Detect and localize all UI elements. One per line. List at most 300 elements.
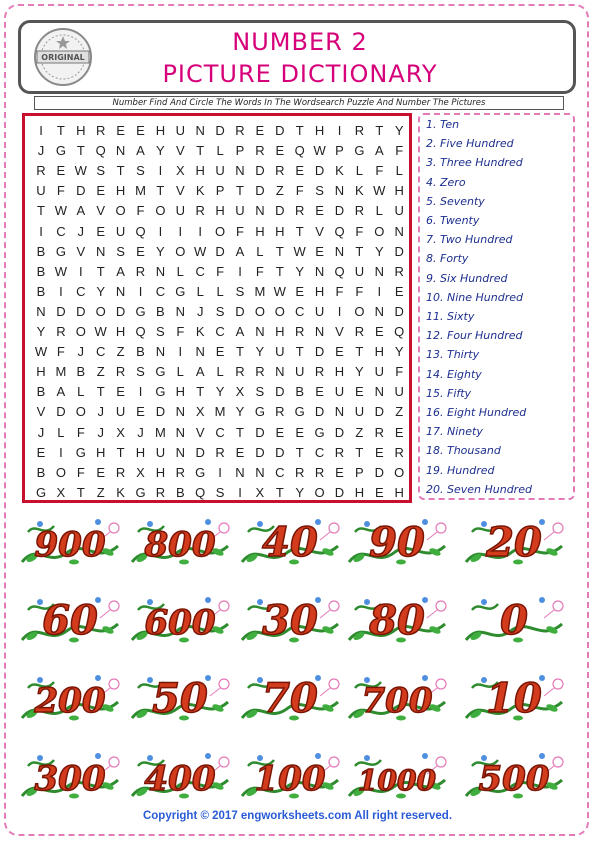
grid-letter[interactable]: L [176, 364, 184, 380]
grid-letter[interactable]: I [138, 283, 143, 299]
grid-letter[interactable]: U [354, 404, 365, 420]
grid-letter[interactable]: C [56, 223, 66, 239]
grid-letter[interactable]: G [314, 424, 325, 440]
grid-letter[interactable]: N [255, 203, 265, 219]
grid-letter[interactable]: O [394, 464, 405, 480]
grid-letter[interactable]: G [135, 484, 146, 500]
grid-letter[interactable]: O [215, 223, 226, 239]
grid-letter[interactable]: O [95, 303, 106, 319]
grid-letter[interactable]: E [295, 283, 305, 299]
grid-letter[interactable]: I [158, 223, 163, 239]
grid-letter[interactable]: W [94, 324, 107, 339]
grid-letter[interactable]: R [334, 444, 345, 460]
grid-letter[interactable]: R [195, 203, 205, 219]
grid-letter[interactable]: N [394, 223, 404, 239]
grid-letter[interactable]: H [314, 283, 325, 299]
grid-letter[interactable]: R [235, 123, 245, 138]
grid-letter[interactable]: H [36, 364, 46, 380]
grid-letter[interactable]: J [137, 424, 144, 440]
grid-letter[interactable]: G [175, 283, 186, 299]
grid-letter[interactable]: S [136, 364, 145, 380]
grid-letter[interactable]: J [37, 424, 45, 440]
grid-letter[interactable]: O [115, 203, 126, 219]
grid-letter[interactable]: Y [394, 344, 404, 360]
grid-letter[interactable]: S [215, 303, 225, 319]
grid-letter[interactable]: I [238, 263, 242, 279]
grid-letter[interactable]: H [95, 444, 106, 460]
grid-letter[interactable]: N [175, 424, 185, 440]
grid-letter[interactable]: Q [334, 263, 345, 279]
grid-letter[interactable]: F [255, 263, 264, 279]
grid-letter[interactable]: L [196, 283, 204, 299]
grid-letter[interactable]: R [354, 123, 365, 138]
grid-letter[interactable]: J [97, 404, 104, 420]
grid-letter[interactable]: N [314, 263, 325, 279]
grid-letter[interactable]: W [74, 163, 87, 179]
grid-letter[interactable]: L [256, 243, 264, 259]
grid-letter[interactable]: E [96, 464, 106, 480]
grid-letter[interactable]: Y [374, 243, 384, 259]
grid-letter[interactable]: A [195, 364, 205, 380]
grid-letter[interactable]: D [394, 243, 404, 259]
grid-letter[interactable]: D [215, 123, 225, 138]
grid-letter[interactable]: U [275, 344, 285, 360]
grid-letter[interactable]: X [136, 464, 145, 480]
grid-letter[interactable]: N [155, 344, 166, 360]
grid-letter[interactable]: E [215, 344, 225, 360]
grid-letter[interactable]: O [155, 203, 166, 219]
grid-letter[interactable]: K [355, 183, 364, 199]
grid-letter[interactable]: A [136, 143, 145, 159]
grid-letter[interactable]: R [354, 324, 365, 339]
grid-letter[interactable]: A [76, 203, 86, 219]
grid-letter[interactable]: R [135, 263, 146, 279]
grid-letter[interactable]: D [275, 444, 285, 460]
grid-letter[interactable]: S [235, 283, 245, 299]
grid-letter[interactable]: N [195, 344, 205, 360]
grid-letter[interactable]: E [315, 203, 324, 219]
grid-letter[interactable]: T [236, 344, 244, 360]
grid-letter[interactable]: G [75, 444, 86, 460]
grid-letter[interactable]: M [154, 424, 166, 440]
grid-letter[interactable]: R [115, 364, 126, 380]
grid-letter[interactable]: B [156, 303, 165, 319]
grid-letter[interactable]: N [255, 324, 265, 339]
grid-letter[interactable]: A [56, 384, 66, 400]
grid-letter[interactable]: A [235, 243, 245, 259]
grid-letter[interactable]: F [236, 223, 244, 239]
grid-letter[interactable]: Q [334, 223, 345, 239]
grid-letter[interactable]: S [116, 243, 125, 259]
grid-letter[interactable]: P [355, 464, 364, 480]
grid-letter[interactable]: X [195, 404, 205, 420]
grid-letter[interactable]: X [235, 384, 245, 400]
grid-letter[interactable]: R [255, 364, 265, 380]
grid-letter[interactable]: F [56, 344, 65, 360]
grid-letter[interactable]: Y [394, 123, 404, 138]
grid-letter[interactable]: G [55, 143, 66, 159]
grid-letter[interactable]: G [155, 384, 166, 400]
grid-letter[interactable]: T [196, 143, 205, 159]
grid-letter[interactable]: T [156, 183, 165, 199]
grid-letter[interactable]: N [374, 384, 384, 400]
grid-letter[interactable]: U [115, 223, 126, 239]
grid-letter[interactable]: N [155, 263, 166, 279]
grid-letter[interactable]: J [97, 424, 104, 440]
grid-letter[interactable]: B [36, 263, 46, 279]
grid-letter[interactable]: O [175, 243, 186, 259]
grid-letter[interactable]: F [355, 283, 364, 299]
grid-letter[interactable]: C [314, 444, 325, 460]
grid-letter[interactable]: G [354, 143, 365, 159]
grid-letter[interactable]: E [235, 444, 245, 460]
grid-letter[interactable]: I [59, 444, 63, 460]
grid-letter[interactable]: H [255, 223, 265, 239]
grid-letter[interactable]: C [95, 344, 106, 360]
grid-letter[interactable]: G [195, 464, 206, 480]
grid-letter[interactable]: N [334, 243, 345, 259]
grid-letter[interactable]: Q [135, 324, 146, 339]
grid-letter[interactable]: H [76, 123, 86, 138]
grid-letter[interactable]: R [314, 464, 325, 480]
grid-letter[interactable]: C [215, 424, 225, 440]
grid-letter[interactable]: E [335, 464, 344, 480]
grid-letter[interactable]: E [136, 404, 145, 420]
grid-letter[interactable]: N [175, 303, 185, 319]
grid-letter[interactable]: I [39, 123, 43, 138]
grid-letter[interactable]: H [215, 203, 225, 219]
grid-letter[interactable]: W [34, 344, 48, 360]
grid-letter[interactable]: D [255, 183, 265, 199]
grid-letter[interactable]: N [374, 303, 384, 319]
grid-letter[interactable]: R [235, 364, 245, 380]
grid-letter[interactable]: W [54, 263, 68, 279]
grid-letter[interactable]: R [56, 324, 66, 339]
grid-letter[interactable]: E [295, 424, 305, 440]
grid-letter[interactable]: U [155, 444, 166, 460]
grid-letter[interactable]: K [195, 183, 205, 199]
grid-letter[interactable]: V [195, 424, 205, 440]
grid-letter[interactable]: U [235, 203, 245, 219]
grid-letter[interactable]: Y [295, 263, 305, 279]
grid-letter[interactable]: H [394, 183, 404, 199]
grid-letter[interactable]: F [176, 324, 185, 339]
grid-letter[interactable]: W [273, 283, 286, 299]
grid-letter[interactable]: R [275, 404, 285, 420]
grid-letter[interactable]: E [374, 444, 384, 460]
grid-letter[interactable]: M [214, 404, 226, 420]
grid-letter[interactable]: N [275, 364, 285, 380]
grid-letter[interactable]: W [313, 143, 326, 159]
grid-letter[interactable]: N [195, 123, 205, 138]
grid-letter[interactable]: L [57, 424, 65, 440]
grid-letter[interactable]: O [354, 303, 365, 319]
grid-letter[interactable]: L [375, 203, 383, 219]
grid-letter[interactable]: P [215, 183, 225, 199]
grid-letter[interactable]: V [36, 404, 46, 420]
grid-letter[interactable]: E [394, 283, 404, 299]
grid-letter[interactable]: O [254, 303, 265, 319]
grid-letter[interactable]: G [155, 364, 166, 380]
grid-letter[interactable]: D [334, 203, 345, 219]
grid-letter[interactable]: N [334, 404, 345, 420]
grid-letter[interactable]: E [96, 183, 106, 199]
grid-letter[interactable]: E [335, 344, 344, 360]
grid-letter[interactable]: U [394, 384, 404, 400]
grid-letter[interactable]: O [314, 484, 325, 500]
grid-letter[interactable]: Y [295, 484, 305, 500]
grid-letter[interactable]: Y [255, 344, 265, 360]
grid-letter[interactable]: T [196, 384, 205, 400]
grid-letter[interactable]: E [355, 384, 364, 400]
grid-letter[interactable]: H [374, 344, 384, 360]
grid-letter[interactable]: T [96, 384, 105, 400]
grid-letter[interactable]: D [76, 183, 86, 199]
grid-letter[interactable]: W [194, 243, 207, 259]
grid-letter[interactable]: O [374, 223, 385, 239]
grid-letter[interactable]: T [236, 183, 244, 199]
grid-letter[interactable]: R [394, 263, 404, 279]
grid-letter[interactable]: R [95, 123, 106, 138]
grid-letter[interactable]: I [238, 484, 242, 500]
grid-letter[interactable]: L [77, 384, 85, 400]
grid-letter[interactable]: D [56, 303, 66, 319]
grid-letter[interactable]: R [215, 444, 225, 460]
grid-letter[interactable]: E [374, 324, 384, 339]
grid-letter[interactable]: Y [156, 243, 165, 259]
grid-letter[interactable]: H [175, 384, 185, 400]
grid-letter[interactable]: H [334, 364, 345, 380]
grid-letter[interactable]: D [314, 163, 325, 179]
grid-letter[interactable]: F [395, 364, 404, 380]
grid-letter[interactable]: B [36, 243, 46, 259]
grid-letter[interactable]: E [315, 243, 324, 259]
grid-letter[interactable]: Q [195, 484, 206, 500]
grid-letter[interactable]: V [96, 203, 106, 219]
grid-letter[interactable]: J [196, 303, 204, 319]
grid-letter[interactable]: M [254, 283, 266, 299]
grid-letter[interactable]: T [355, 444, 364, 460]
grid-letter[interactable]: P [335, 143, 344, 159]
grid-letter[interactable]: I [377, 283, 382, 299]
grid-letter[interactable]: V [175, 143, 185, 159]
grid-letter[interactable]: G [135, 303, 146, 319]
grid-letter[interactable]: W [54, 203, 68, 219]
grid-letter[interactable]: O [55, 464, 66, 480]
grid-letter[interactable]: S [255, 384, 265, 400]
grid-letter[interactable]: T [295, 123, 304, 138]
grid-letter[interactable]: D [374, 404, 384, 420]
grid-letter[interactable]: Z [355, 424, 364, 440]
grid-letter[interactable]: R [294, 324, 305, 339]
grid-letter[interactable]: H [275, 223, 285, 239]
grid-letter[interactable]: F [335, 283, 344, 299]
grid-letter[interactable]: I [337, 123, 342, 138]
grid-letter[interactable]: U [175, 203, 185, 219]
grid-letter[interactable]: D [155, 404, 166, 420]
grid-letter[interactable]: R [354, 203, 365, 219]
grid-letter[interactable]: L [216, 283, 224, 299]
grid-letter[interactable]: R [394, 444, 404, 460]
grid-letter[interactable]: N [115, 143, 126, 159]
grid-letter[interactable]: N [235, 464, 245, 480]
grid-letter[interactable]: H [135, 444, 146, 460]
grid-letter[interactable]: J [77, 344, 85, 360]
grid-letter[interactable]: H [195, 163, 205, 179]
grid-letter[interactable]: U [215, 163, 225, 179]
grid-letter[interactable]: E [36, 444, 46, 460]
grid-letter[interactable]: Y [215, 384, 225, 400]
grid-letter[interactable]: H [394, 484, 404, 500]
grid-letter[interactable]: L [395, 163, 403, 179]
grid-letter[interactable]: E [96, 223, 106, 239]
grid-letter[interactable]: S [215, 484, 225, 500]
grid-letter[interactable]: A [374, 143, 384, 159]
grid-letter[interactable]: T [295, 344, 304, 360]
grid-letter[interactable]: N [175, 404, 185, 420]
grid-letter[interactable]: R [294, 464, 305, 480]
grid-letter[interactable]: R [314, 364, 325, 380]
grid-letter[interactable]: C [275, 464, 285, 480]
grid-letter[interactable]: C [195, 263, 205, 279]
grid-letter[interactable]: T [37, 203, 45, 219]
grid-letter[interactable]: G [254, 404, 265, 420]
grid-letter[interactable]: L [176, 263, 184, 279]
grid-letter[interactable]: H [155, 123, 166, 138]
grid-letter[interactable]: I [138, 384, 143, 400]
grid-letter[interactable]: A [116, 263, 125, 279]
grid-letter[interactable]: X [56, 484, 66, 500]
grid-letter[interactable]: G [55, 243, 66, 259]
grid-letter[interactable]: I [39, 223, 43, 239]
grid-letter[interactable]: N [95, 243, 106, 259]
grid-letter[interactable]: B [175, 484, 185, 500]
grid-letter[interactable]: J [37, 143, 45, 159]
grid-letter[interactable]: F [216, 263, 225, 279]
grid-letter[interactable]: R [36, 163, 46, 179]
grid-letter[interactable]: C [155, 283, 166, 299]
grid-letter[interactable]: E [275, 424, 285, 440]
grid-letter[interactable]: L [355, 163, 363, 179]
grid-letter[interactable]: W [373, 183, 386, 199]
grid-letter[interactable]: L [216, 364, 224, 380]
grid-letter[interactable]: Y [355, 364, 364, 380]
grid-letter[interactable]: R [175, 464, 185, 480]
grid-letter[interactable]: H [115, 324, 126, 339]
grid-letter[interactable]: T [375, 123, 384, 138]
grid-letter[interactable]: Q [95, 143, 106, 159]
grid-letter[interactable]: F [136, 203, 145, 219]
grid-letter[interactable]: T [56, 123, 65, 138]
grid-letter[interactable]: B [36, 283, 46, 299]
grid-letter[interactable]: D [314, 404, 325, 420]
grid-letter[interactable]: T [355, 243, 364, 259]
grid-letter[interactable]: N [235, 163, 245, 179]
grid-letter[interactable]: E [295, 163, 305, 179]
grid-letter[interactable]: H [314, 123, 325, 138]
grid-letter[interactable]: T [236, 424, 244, 440]
grid-letter[interactable]: F [76, 464, 85, 480]
grid-letter[interactable]: C [215, 324, 225, 339]
grid-letter[interactable]: U [115, 404, 126, 420]
grid-letter[interactable]: R [255, 143, 265, 159]
grid-letter[interactable]: I [178, 223, 183, 239]
grid-letter[interactable]: E [275, 143, 285, 159]
grid-letter[interactable]: I [178, 344, 183, 360]
grid-letter[interactable]: B [76, 364, 86, 380]
grid-letter[interactable]: S [315, 183, 324, 199]
grid-letter[interactable]: T [116, 163, 125, 179]
grid-letter[interactable]: U [36, 183, 46, 199]
grid-letter[interactable]: F [295, 183, 304, 199]
grid-letter[interactable]: T [295, 444, 304, 460]
grid-letter[interactable]: Y [235, 404, 245, 420]
grid-letter[interactable]: E [374, 484, 384, 500]
grid-letter[interactable]: D [275, 203, 285, 219]
grid-letter[interactable]: V [175, 183, 185, 199]
grid-letter[interactable]: B [36, 384, 46, 400]
grid-letter[interactable]: V [76, 243, 86, 259]
grid-letter[interactable]: D [314, 344, 325, 360]
grid-letter[interactable]: Z [116, 344, 125, 360]
grid-letter[interactable]: K [335, 163, 344, 179]
grid-letter[interactable]: E [116, 123, 125, 138]
grid-letter[interactable]: T [275, 243, 284, 259]
grid-letter[interactable]: T [96, 263, 105, 279]
grid-letter[interactable]: U [354, 263, 365, 279]
grid-letter[interactable]: Y [156, 143, 165, 159]
grid-letter[interactable]: D [394, 303, 404, 319]
grid-letter[interactable]: I [59, 283, 63, 299]
grid-letter[interactable]: E [394, 424, 404, 440]
grid-letter[interactable]: D [115, 303, 126, 319]
grid-letter[interactable]: K [195, 324, 205, 339]
grid-letter[interactable]: E [116, 384, 125, 400]
grid-letter[interactable]: C [76, 283, 86, 299]
grid-letter[interactable]: M [55, 364, 67, 380]
grid-letter[interactable]: S [136, 163, 145, 179]
grid-letter[interactable]: C [294, 303, 305, 319]
grid-letter[interactable]: T [116, 444, 125, 460]
grid-letter[interactable]: U [314, 303, 325, 319]
grid-letter[interactable]: D [235, 303, 245, 319]
grid-letter[interactable]: Q [394, 324, 405, 339]
grid-letter[interactable]: U [294, 364, 305, 380]
grid-letter[interactable]: O [274, 303, 285, 319]
grid-letter[interactable]: W [293, 243, 306, 259]
grid-letter[interactable]: X [116, 424, 125, 440]
grid-letter[interactable]: D [56, 404, 66, 420]
grid-letter[interactable]: R [155, 484, 166, 500]
grid-letter[interactable]: Y [36, 324, 46, 339]
grid-letter[interactable]: D [255, 444, 265, 460]
grid-letter[interactable]: T [295, 223, 304, 239]
grid-letter[interactable]: N [334, 183, 345, 199]
grid-letter[interactable]: F [375, 163, 384, 179]
grid-letter[interactable]: T [355, 344, 364, 360]
grid-letter[interactable]: A [235, 324, 245, 339]
grid-letter[interactable]: V [335, 324, 344, 339]
grid-letter[interactable]: E [315, 384, 324, 400]
grid-letter[interactable]: R [275, 163, 285, 179]
grid-letter[interactable]: B [295, 384, 305, 400]
grid-letter[interactable]: L [216, 143, 224, 159]
grid-letter[interactable]: D [215, 243, 225, 259]
grid-letter[interactable]: D [374, 464, 384, 480]
grid-letter[interactable]: Z [96, 364, 105, 380]
grid-letter[interactable]: D [275, 123, 285, 138]
grid-letter[interactable]: R [294, 203, 305, 219]
